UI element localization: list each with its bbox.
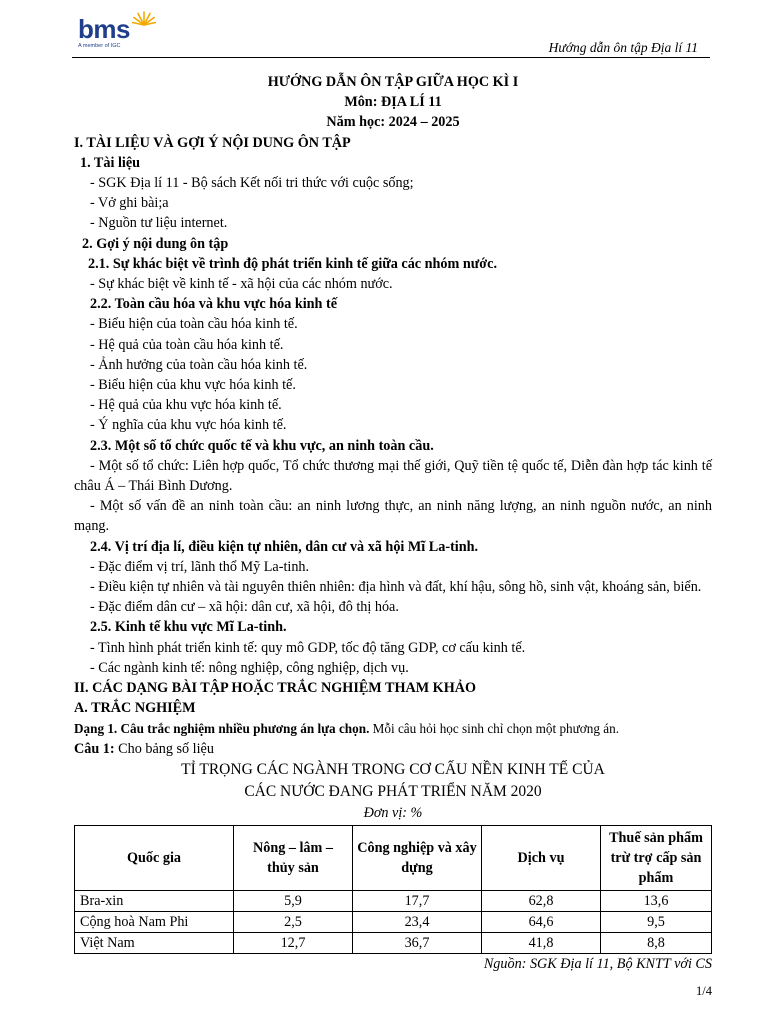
table-cell: 2,5 bbox=[234, 912, 353, 933]
header-doc-title: Hướng dẫn ôn tập Địa lí 11 bbox=[548, 40, 698, 55]
list-item: - Ảnh hưởng của toàn cầu hóa kinh tế. bbox=[90, 356, 308, 373]
table-unit: Đơn vị: % bbox=[363, 804, 423, 821]
table-cell: 9,5 bbox=[601, 912, 712, 933]
list-item: - Hệ quả của khu vực hóa kinh tế. bbox=[90, 397, 282, 414]
table-cell: 13,6 bbox=[601, 891, 712, 912]
economic-structure-table bbox=[74, 825, 712, 954]
list-item: - Ý nghĩa của khu vực hóa kinh tế. bbox=[90, 417, 287, 434]
topic-2-2-title: 2.2. Toàn cầu hóa và khu vực hóa kinh tế bbox=[90, 296, 338, 313]
table-row bbox=[75, 912, 712, 933]
list-item: - Biểu hiện của toàn cầu hóa kinh tế. bbox=[90, 316, 298, 333]
table-title-line2: CÁC NƯỚC ĐANG PHÁT TRIỂN NĂM 2020 bbox=[244, 782, 542, 800]
column-header: Công nghiệp và xây dựng bbox=[353, 826, 482, 891]
header-divider bbox=[72, 57, 710, 58]
table-header-row bbox=[75, 826, 712, 891]
table-cell: 12,7 bbox=[234, 933, 353, 954]
table-source: Nguồn: SGK Địa lí 11, Bộ KNTT với CS bbox=[483, 956, 712, 973]
doc-year: Năm học: 2024 – 2025 bbox=[326, 114, 460, 131]
page-header bbox=[0, 0, 768, 60]
table-cell: 17,7 bbox=[353, 891, 482, 912]
list-item: - Tình hình phát triển kinh tế: quy mô GDP, tốc độ tăng GDP, cơ cấu kinh tế. bbox=[90, 639, 526, 656]
column-header: Dịch vụ bbox=[482, 826, 601, 891]
list-item: - Đặc điểm dân cư – xã hội: dân cư, xã hội, đô thị hóa. bbox=[90, 599, 399, 616]
document-body bbox=[74, 72, 712, 974]
topic-2-1-title: 2.1. Sự khác biệt về trình độ phát triển kinh tế giữa các nhóm nước. bbox=[88, 255, 497, 272]
sun-rays-icon bbox=[132, 10, 156, 26]
column-header: Thuế sản phẩm trừ trợ cấp sản phẩm bbox=[601, 826, 712, 891]
bms-logo bbox=[78, 16, 130, 49]
table-cell: 64,6 bbox=[482, 912, 601, 933]
list-item: - Điều kiện tự nhiên và tài nguyên thiên nhiên: địa hình và đất, khí hậu, sông hồ, sinh vật, khoáng sản, biển. bbox=[90, 579, 702, 596]
list-item: - Một số tổ chức: Liên hợp quốc, Tổ chức thương mại thế giới, Quỹ tiền tệ quốc tế, Diễn đàn hợp tác kinh tế châu Á – Thái Bình Dương. bbox=[74, 457, 712, 495]
question-1 bbox=[74, 739, 712, 759]
table-cell: 23,4 bbox=[353, 912, 482, 933]
question-type-1 bbox=[74, 719, 712, 739]
list-item: - Biểu hiện của khu vực hóa kinh tế. bbox=[90, 377, 296, 394]
column-header: Nông – lâm – thủy sản bbox=[234, 826, 353, 891]
list-item: - Sự khác biệt về kinh tế - xã hội của các nhóm nước. bbox=[90, 276, 393, 293]
question-number: Câu 1: bbox=[74, 740, 115, 757]
logo-text: bms bbox=[78, 14, 130, 44]
doc-subject: Môn: ĐỊA LÍ 11 bbox=[344, 94, 442, 111]
list-item: - Hệ quả của toàn cầu hóa kinh tế. bbox=[90, 336, 284, 353]
list-item: - Đặc điểm vị trí, lãnh thổ Mỹ La-tinh. bbox=[90, 558, 310, 575]
table-row bbox=[75, 891, 712, 912]
topic-2-5-title: 2.5. Kinh tế khu vực Mĩ La-tinh. bbox=[90, 619, 287, 636]
table-cell: Bra-xin bbox=[75, 891, 234, 912]
logo-subtitle: A member of IGC bbox=[78, 43, 121, 49]
doc-title: HƯỚNG DẪN ÔN TẬP GIỮA HỌC KÌ I bbox=[267, 74, 519, 90]
section-1-heading: I. TÀI LIỆU VÀ GỢI Ý NỘI DUNG ÔN TẬP bbox=[74, 134, 351, 151]
question-type-desc: Mỗi câu hỏi học sinh chỉ chọn một phương án. bbox=[369, 720, 620, 736]
table-cell: 62,8 bbox=[482, 891, 601, 912]
question-text: Cho bảng số liệu bbox=[114, 740, 214, 757]
materials-heading: 1. Tài liệu bbox=[80, 154, 141, 171]
subsection-a-heading: A. TRẮC NGHIỆM bbox=[74, 700, 196, 717]
topic-2-4-title: 2.4. Vị trí địa lí, điều kiện tự nhiên, dân cư và xã hội Mĩ La-tinh. bbox=[90, 538, 479, 555]
table-cell: 41,8 bbox=[482, 933, 601, 954]
table-cell: 36,7 bbox=[353, 933, 482, 954]
list-item: - SGK Địa lí 11 - Bộ sách Kết nối tri thức với cuộc sống; bbox=[90, 175, 414, 192]
table-title-line1: TỈ TRỌNG CÁC NGÀNH TRONG CƠ CẤU NỀN KINH TẾ CỦA bbox=[181, 760, 605, 778]
table-cell: Việt Nam bbox=[75, 933, 234, 954]
list-item: - Vở ghi bài;a bbox=[90, 195, 169, 212]
table-cell: 5,9 bbox=[234, 891, 353, 912]
question-type-label: Dạng 1. Câu trắc nghiệm nhiều phương án lựa chọn. bbox=[74, 720, 370, 736]
list-item: - Một số vấn đề an ninh toàn cầu: an ninh lương thực, an ninh năng lượng, an ninh nguồn nước, an ninh mạng. bbox=[74, 498, 712, 535]
topic-2-3-title: 2.3. Một số tổ chức quốc tế và khu vực, an ninh toàn cầu. bbox=[90, 437, 434, 454]
table-cell: 8,8 bbox=[601, 933, 712, 954]
list-item: - Nguồn tư liệu internet. bbox=[90, 215, 228, 232]
page-number: 1/4 bbox=[696, 984, 712, 998]
list-item: - Các ngành kinh tế: nông nghiệp, công nghiệp, dịch vụ. bbox=[90, 659, 409, 676]
section-2-heading: II. CÁC DẠNG BÀI TẬP HOẶC TRẮC NGHIỆM THAM KHẢO bbox=[74, 680, 477, 697]
column-header: Quốc gia bbox=[75, 826, 234, 891]
content-suggestion-heading: 2. Gợi ý nội dung ôn tập bbox=[82, 235, 229, 252]
table-cell: Cộng hoà Nam Phi bbox=[75, 912, 234, 933]
table-row bbox=[75, 933, 712, 954]
